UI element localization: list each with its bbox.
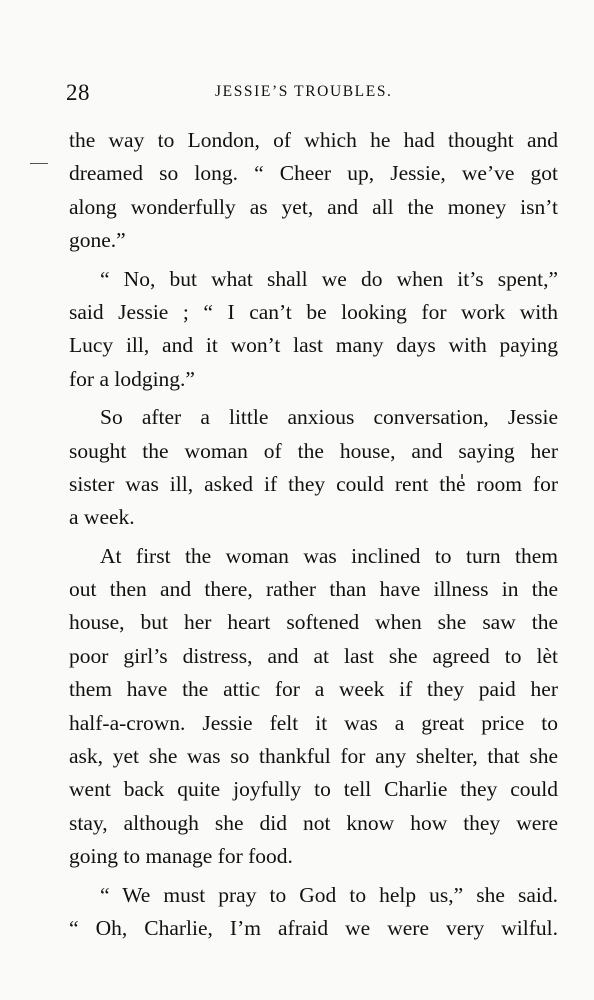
text-line: “ We must pray to God to help us,” she said. — [100, 882, 558, 907]
paragraph — [69, 401, 558, 535]
text-line: the way to London, of which he had thought and — [69, 128, 558, 152]
text-line: Lucy ill, and it won’t last many days with paying — [69, 333, 558, 358]
margin-pencil-mark — [30, 163, 48, 164]
text-line: half-a-crown. Jessie felt it was a great price to — [69, 710, 558, 735]
paragraph — [69, 124, 558, 258]
text-line: At first the woman was inclined to turn them — [100, 543, 558, 568]
text-line: along wonderfully as yet, and all the money isn’t — [69, 194, 558, 219]
text-line: a week. — [69, 505, 135, 530]
paragraph — [69, 540, 558, 874]
paragraph — [69, 263, 558, 397]
text-line: out then and there, rather than have illness in the — [69, 577, 558, 602]
text-line: them have the attic for a week if they paid her — [69, 677, 558, 702]
text-line: “ Oh, Charlie, I’m afraid we were very wilful. — [69, 915, 558, 940]
paragraph — [69, 879, 558, 946]
body-text — [69, 124, 558, 945]
running-title: JESSIE’S TROUBLES. — [215, 83, 393, 100]
text-line: dreamed so long. “ Cheer up, Jessie, we’ve got — [69, 161, 558, 186]
text-line: house, but her heart softened when she saw the — [69, 610, 558, 635]
text-line: stay, although she did not know how they were — [69, 810, 558, 835]
text-line: went back quite joyfully to tell Charlie they could — [69, 777, 558, 802]
text-line: poor girl’s distress, and at last she agreed to lèt — [69, 643, 558, 668]
text-line: sought the woman of the house, and saying her — [69, 438, 558, 463]
text-line: said Jessie ; “ I can’t be looking for work with — [69, 299, 558, 324]
text-line: “ No, but what shall we do when it’s spent,” — [100, 266, 558, 291]
text-line: for a lodging.” — [69, 366, 195, 391]
text-line: So after a little anxious conversation, Jessie — [100, 405, 558, 430]
page-number: 28 — [66, 80, 90, 105]
text-line: ask, yet she was so thankful for any shelter, that she — [69, 744, 558, 769]
text-line: sister was ill, asked if they could rent the room for — [69, 471, 558, 496]
text-line: gone.” — [69, 228, 126, 253]
text-line: going to manage for food. — [69, 844, 293, 869]
